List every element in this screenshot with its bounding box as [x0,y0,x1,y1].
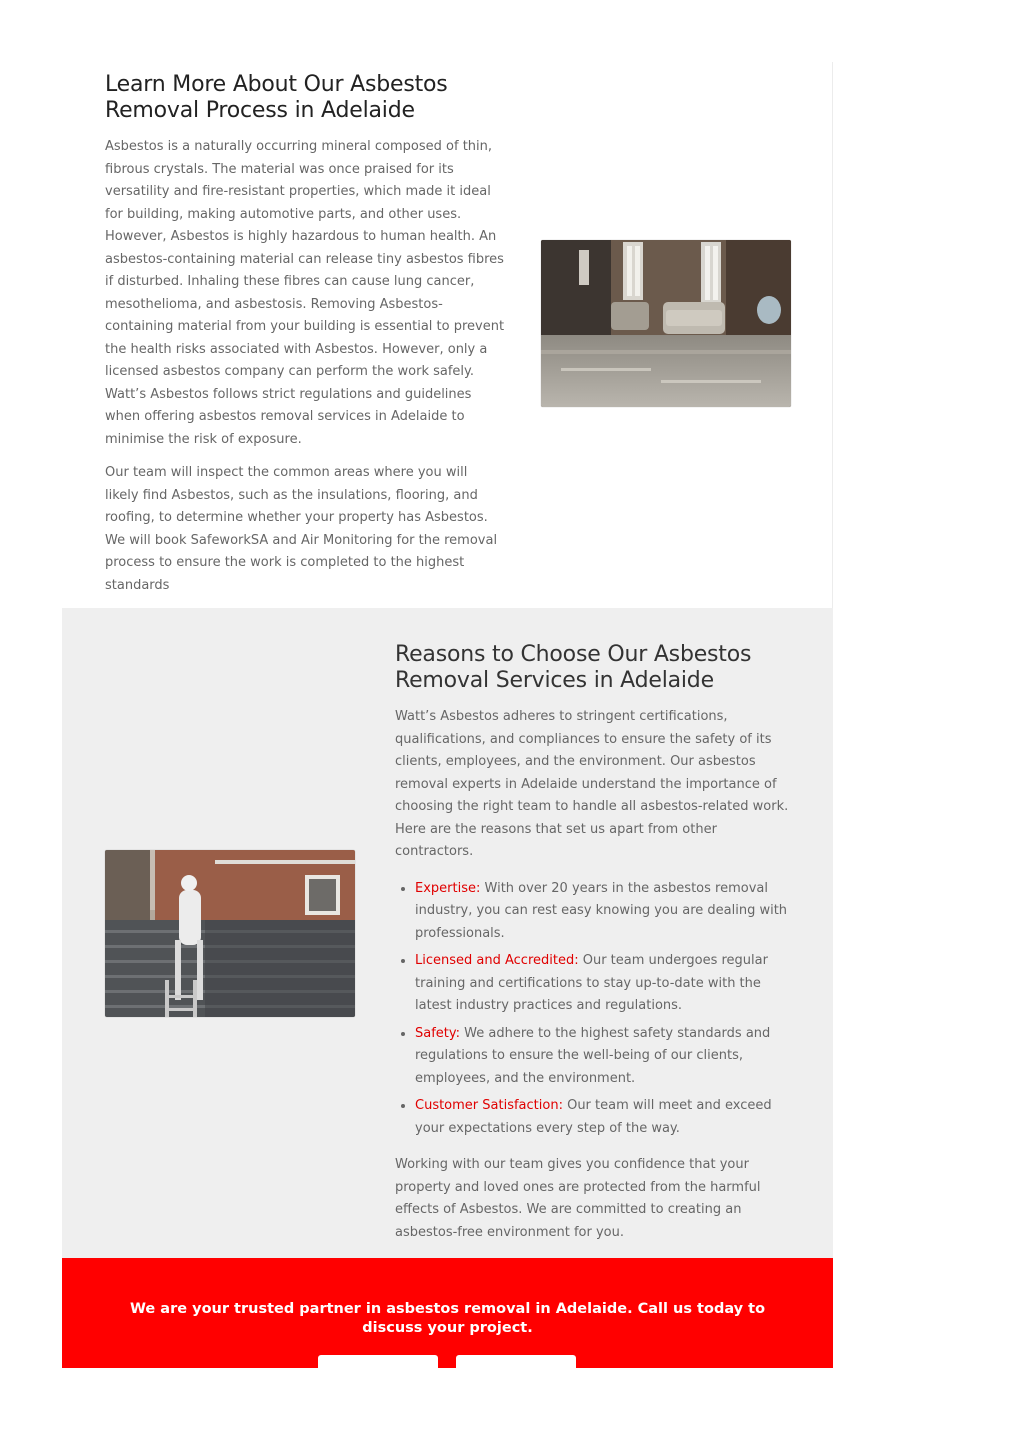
cta-banner [62,1258,833,1368]
reason-item-licensed [415,950,791,1018]
reason-label: Licensed and Accredited: [415,953,579,968]
reasons-title: Reasons to Choose Our Asbestos Removal Services in Adelaide [395,642,752,693]
reason-label: Customer Satisfaction: [415,1098,563,1113]
process-paragraph-1: Asbestos is a naturally occurring mineral composed of thin, fibrous crystals. The material was once praised for its versatility and fire-resistant properties, which made it ideal for building, making automotive parts, and other uses. However, Asbestos is highly hazardous to human health. An asbestos-containing material can release tiny asbestos fibres if disturbed. Inhaling these fibres can cause lung cancer, mesothelioma, and asbestosis. Removing Asbestos-containing material from your building is essential to prevent the health risks associated with Asbestos. However, only a licensed asbestos company can perform the work safely. Watt’s Asbestos follows strict regulations and guidelines when offering asbestos removal services in Adelaide to minimise the risk of exposure. [105,139,505,447]
reasons-closing: Working with our team gives you confidence that your property and loved ones are protected from the harmful effects of Asbestos. We are committed to creating an asbestos-free environment for you. [395,1157,761,1240]
process-title: Learn More About Our Asbestos Removal Process in Adelaide [105,72,448,123]
cta-text: We are your trusted partner in asbestos removal in Adelaide. Call us today to discuss your project. [129,1301,766,1336]
process-section [62,62,833,608]
reason-item-satisfaction [415,1095,791,1140]
page [62,62,833,1368]
reason-label: Expertise: [415,880,481,896]
reasons-list [395,878,791,1141]
reason-label: Safety: [415,1025,461,1041]
reason-text: We adhere to the highest safety standards and regulations to ensure the well-being of our clients, employees, and the environment. [415,1025,771,1086]
reason-text: Our team undergoes regular training and certifications to stay up-to-date with the latest industry practices and regulations. [415,953,768,1013]
cta-button-secondary[interactable] [456,1355,576,1368]
reason-text: Our team will meet and exceed your expectations every step of the way. [415,1098,772,1136]
reason-text: With over 20 years in the asbestos removal industry, you can rest easy knowing you are dealing with professionals. [415,880,788,941]
roof-worker-photo [105,850,355,1017]
reasons-section [62,608,833,1258]
abandoned-room-photo [541,240,791,407]
cta-button-primary[interactable] [318,1355,438,1368]
reasons-intro: Watt’s Asbestos adheres to stringent certifications, qualifications, and compliances to ensure the safety of its clients, employees, and the environment. Our asbestos removal experts in Adelaide understand the importance of choosing the right team to handle all asbestos-related work. Here are the reasons that set us apart from other contractors. [395,709,789,859]
reason-item-expertise [415,878,791,946]
process-paragraph-2: Our team will inspect the common areas where you will likely find Asbestos, such as the insulations, flooring, and roofing, to determine whether your property has Asbestos. We will book SafeworkSA and Air Monitoring for the removal process to ensure the work is completed to the highest standards [105,465,498,593]
process-text [105,72,505,597]
reasons-text [395,642,791,1244]
reason-item-safety [415,1023,791,1091]
